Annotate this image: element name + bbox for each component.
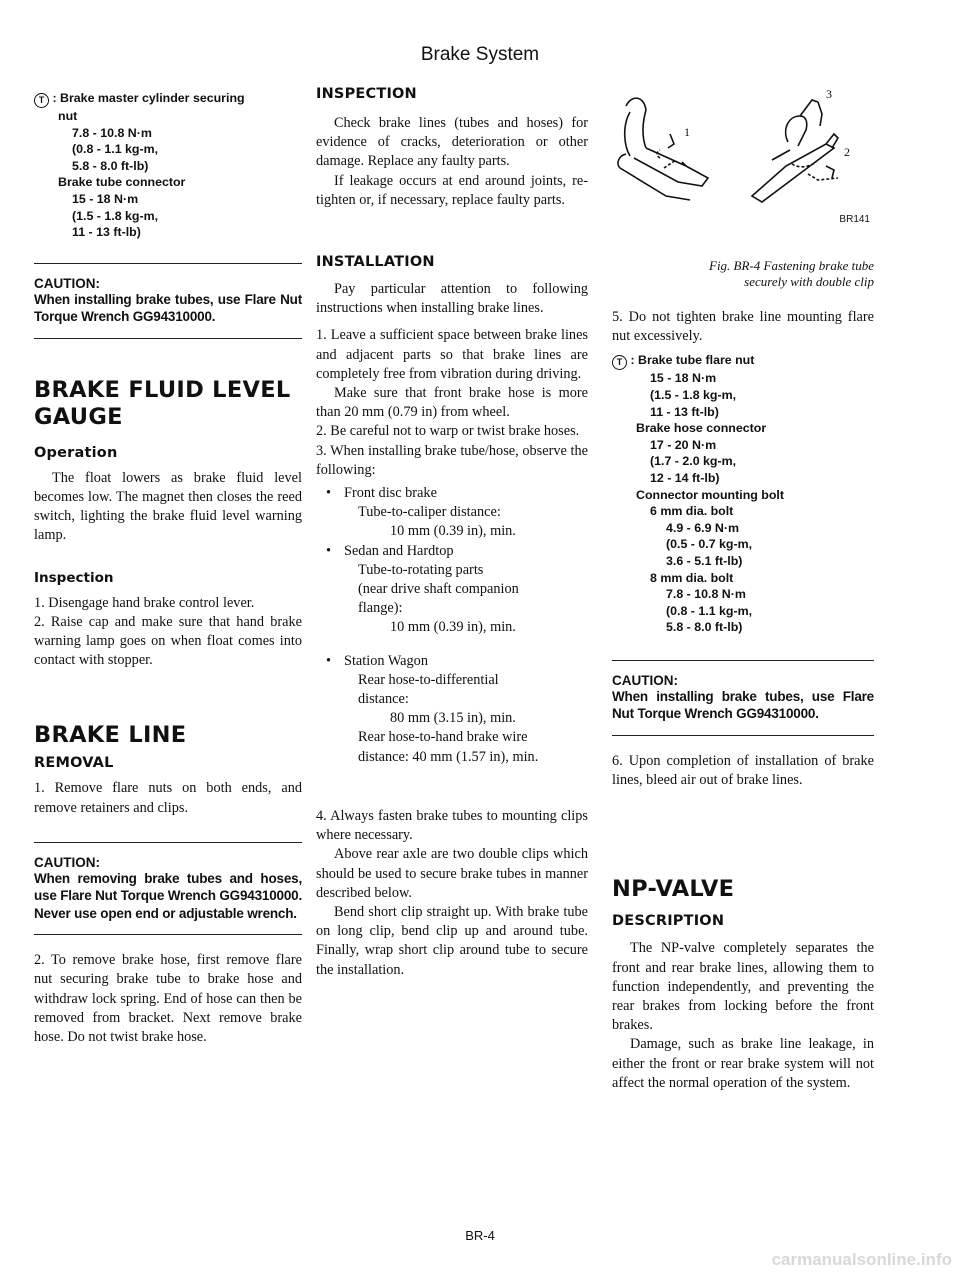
spec-label: nut [58, 109, 78, 123]
paragraph: The NP-valve completely separates the front and rear brake lines, allowing them to function independently, and preventing the rear brakes from locking before the front brakes. [612, 940, 874, 1034]
spec-value: 3.6 - 5.1 ft-lb) [666, 553, 743, 568]
spec-label: 8 mm dia. bolt [650, 570, 734, 585]
spec-value: 7.8 - 10.8 N·m [72, 125, 152, 140]
figure-double-clip [612, 86, 874, 248]
spec-value: 15 - 18 N·m [72, 191, 139, 206]
paragraph: distance: 40 mm (1.57 in), min. [358, 748, 539, 765]
callout-2: 2 [844, 145, 850, 159]
figure-caption: Fig. BR-4 Fastening brake tube [709, 258, 874, 273]
subsection-heading: Inspection [34, 569, 114, 586]
divider [34, 842, 302, 843]
watermark: carmanualsonline.info [771, 1250, 952, 1269]
subsection-heading: INSPECTION [316, 86, 417, 102]
spec-value: 15 - 18 N·m [650, 371, 717, 386]
torque-icon: T [34, 93, 49, 108]
paragraph: 3. When installing brake tube/hose, observe the following: [316, 442, 588, 478]
spec-value: (0.8 - 1.1 kg-m, [666, 603, 753, 618]
torque-icon: T [612, 355, 627, 370]
paragraph: flange): [358, 600, 403, 617]
divider [612, 660, 874, 661]
paragraph: Rear hose-to-hand brake wire [358, 729, 528, 746]
page-number: BR-4 [465, 1228, 495, 1243]
bullet-text: • Front disc brake [316, 484, 588, 503]
column-middle [316, 86, 588, 980]
bullet-text: • Sedan and Hardtop [316, 542, 588, 561]
paragraph: 2. To remove brake hose, first remove flare nut securing brake tube to brake hose and withdraw lock spring. End of hose can then be removed from bracket. Next remove brake hose. Do not twist brake hose. [34, 952, 302, 1046]
paragraph: 2. Be careful not to warp or twist brake hoses. [316, 423, 580, 440]
caution-box [34, 855, 302, 923]
caution-box [612, 673, 874, 723]
spec-value: 12 - 14 ft-lb) [650, 470, 720, 485]
paragraph: Damage, such as brake line leakage, in either the front or rear brake system will not affect the normal operation of the system. [612, 1036, 874, 1091]
divider [34, 263, 302, 264]
spec-value: 17 - 20 N·m [650, 437, 717, 452]
spec-label: 6 mm dia. bolt [650, 504, 734, 519]
caution-label: CAUTION: [34, 275, 100, 291]
spec-value: 11 - 13 ft-lb) [650, 404, 719, 419]
section-title: BRAKE LINE [34, 722, 187, 749]
subsection-heading: DESCRIPTION [612, 913, 725, 930]
callout-1: 1 [684, 125, 690, 139]
spec-value: (0.8 - 1.1 kg-m, [72, 142, 159, 157]
spec-label: Brake tube flare nut [638, 353, 755, 368]
paragraph: 4. Always fasten brake tubes to mounting clips where necessary. [316, 807, 588, 844]
caution-text: When removing brake tubes and hoses, use Flare Nut Torque Wrench GG94310000. Never use open end or adjustable wrench. [34, 870, 302, 921]
figure-code: BR141 [839, 214, 870, 225]
section-title: GAUGE [34, 403, 123, 430]
spec-label: Brake master cylinder securing [60, 91, 245, 105]
spec-value: 4.9 - 6.9 N·m [666, 520, 739, 535]
paragraph: 6. Upon completion of installation of brake lines, bleed air out of brake lines. [612, 752, 874, 789]
spec-value: (0.5 - 0.7 kg-m, [666, 537, 753, 552]
bullet-text: • Station Wagon [316, 652, 588, 671]
caution-label: CAUTION: [34, 854, 100, 870]
paragraph: 10 mm (0.39 in), min. [390, 619, 516, 636]
paragraph: 1. Disengage hand brake control lever. [34, 594, 255, 611]
paragraph: 1. Remove flare nuts on both ends, and remove retainers and clips. [34, 780, 302, 816]
paragraph: Bend short clip straight up. With brake tube on long clip, bend clip up and around tube. Finally, wrap short clip around tube to secure the installation. [316, 903, 588, 978]
spec-label: Brake tube connector [58, 175, 186, 190]
brake-clip-illustration [612, 86, 874, 216]
paragraph: Tube-to-rotating parts [358, 561, 484, 578]
paragraph: Pay particular attention to following instructions when installing brake lines. [316, 281, 588, 317]
section-title: NP-VALVE [612, 876, 735, 903]
section-title: BRAKE FLUID LEVEL [34, 376, 291, 403]
figure-caption: securely with double clip [744, 274, 874, 289]
subsection-heading: Operation [34, 444, 118, 461]
paragraph: distance: [358, 691, 409, 708]
spec-label: Connector mounting bolt [636, 487, 784, 502]
subsection-heading: INSTALLATION [316, 254, 435, 271]
paragraph: Check brake lines (tubes and hoses) for evidence of cracks, deterioration or other damage. Replace any faulty parts. [316, 115, 588, 170]
caution-box [34, 276, 302, 326]
torque-spec-brake-tube: T : Brake tube flare nut 15 - 18 N·m (1.5 - 1.8 kg-m, 11 - 13 ft-lb) Brake hose connector 17 - 20 N·m (1.7 - 2.0 kg-m, 12 - 14 ft-lb) Connector mounting bolt 6 mm dia. bolt 4.9 - 6.9 N·m (0.5 - 0.7 kg-m, 3.6 - 5.1 ft-lb) 8 mm dia. bolt 7.8 - 10.8 N·m (0.8 - 1.1 kg-m, 5.8 - 8.0 ft-lb) [612, 352, 874, 636]
paragraph: 1. Leave a sufficient space between brake lines and adjacent parts so that brake lines are completely free from vibration during driving. [316, 327, 588, 382]
column-right [612, 86, 874, 1093]
spec-value: 5.8 - 8.0 ft-lb) [666, 620, 743, 635]
torque-spec-master-cylinder: T : Brake master cylinder securing nut 7.8 - 10.8 N·m (0.8 - 1.1 kg-m, 5.8 - 8.0 ft-lb) Brake tube connector 15 - 18 N·m (1.5 - 1.8 kg-m, 11 - 13 ft-lb) [34, 90, 302, 241]
spec-value: 7.8 - 10.8 N·m [666, 587, 746, 602]
paragraph: 5. Do not tighten brake line mounting flare nut excessively. [612, 309, 874, 345]
paragraph: Tube-to-caliper distance: [358, 504, 501, 521]
paragraph: Rear hose-to-differential [358, 671, 499, 688]
callout-3: 3 [826, 87, 832, 101]
paragraph: 80 mm (3.15 in), min. [390, 710, 516, 727]
divider [34, 338, 302, 339]
spec-value: (1.7 - 2.0 kg-m, [650, 454, 737, 469]
paragraph: (near drive shaft companion [358, 581, 519, 598]
paragraph: 10 mm (0.39 in), min. [390, 523, 516, 540]
paragraph: 2. Raise cap and make sure that hand brake warning lamp goes on when float comes into contact with stopper. [34, 613, 302, 669]
page-header: Brake System [420, 44, 540, 65]
subsection-heading: REMOVAL [34, 755, 114, 772]
caution-label: CAUTION: [612, 672, 678, 688]
caution-text: When installing brake tubes, use Flare Nut Torque Wrench GG94310000. [612, 688, 874, 722]
spec-value: (1.5 - 1.8 kg-m, [650, 388, 737, 402]
paragraph: Above rear axle are two double clips which should be used to secure brake tubes in manner described below. [316, 846, 588, 901]
list-item [316, 542, 588, 638]
paragraph: The float lowers as brake fluid level becomes low. The magnet then closes the reed switch, lighting the brake fluid level warning lamp. [34, 469, 302, 544]
list-item [316, 652, 588, 767]
caution-text: When installing brake tubes, use Flare Nut Torque Wrench GG94310000. [34, 291, 302, 325]
paragraph: If leakage occurs at end around joints, re-tighten or, if necessary, replace faulty parts. [316, 172, 588, 208]
spec-value: (1.5 - 1.8 kg-m, [72, 208, 159, 223]
divider [34, 934, 302, 935]
spec-label: Brake hose connector [636, 421, 767, 436]
paragraph: Make sure that front brake hose is more than 20 mm (0.79 in) from wheel. [316, 385, 588, 421]
divider [612, 735, 874, 736]
list-item [316, 484, 588, 542]
spec-value: 11 - 13 ft-lb) [72, 225, 141, 240]
column-left [34, 86, 302, 1047]
spec-value: 5.8 - 8.0 ft-lb) [72, 158, 149, 173]
